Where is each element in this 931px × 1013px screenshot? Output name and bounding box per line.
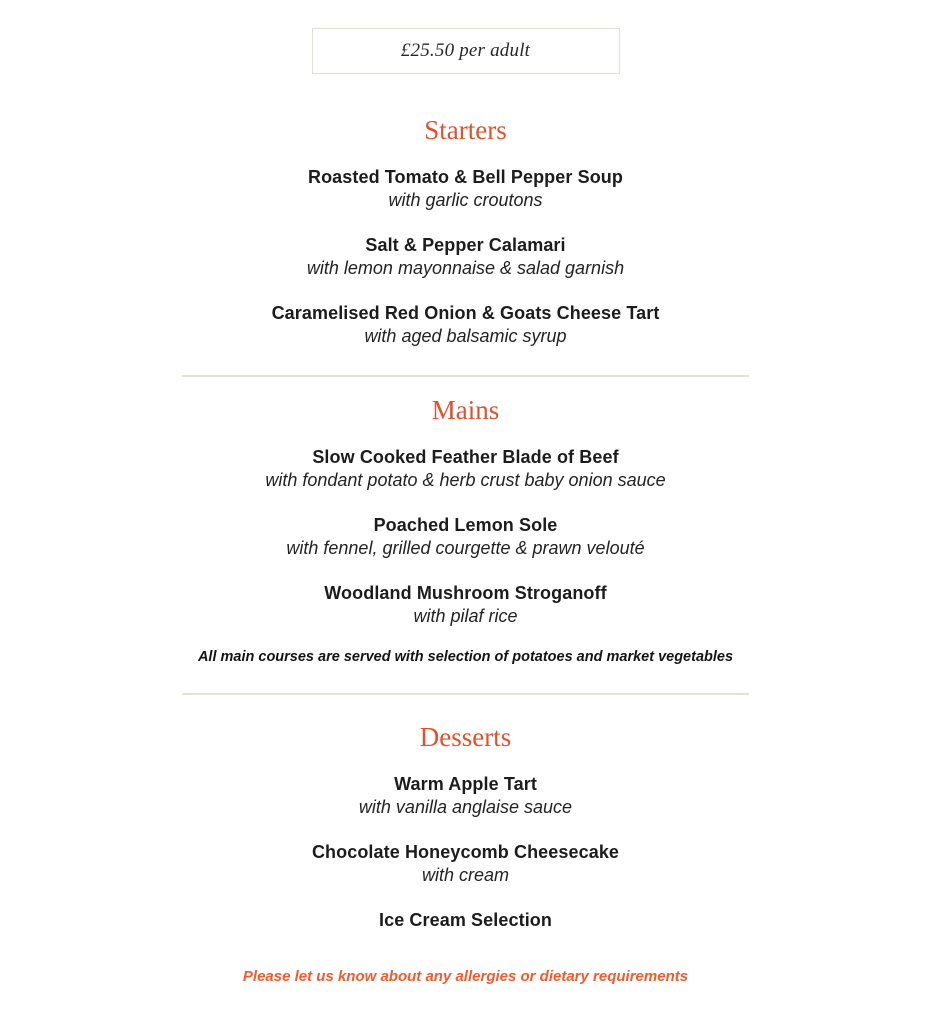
item-desc: with fennel, grilled courgette & prawn velouté — [286, 538, 645, 558]
item-name: Slow Cooked Feather Blade of Beef — [312, 447, 619, 467]
item-desc: with aged balsamic syrup — [364, 326, 567, 346]
menu-item-calamari — [0, 234, 931, 280]
menu-item-apple-tart — [0, 773, 931, 819]
item-name: Roasted Tomato & Bell Pepper Soup — [307, 167, 623, 187]
item-name: Poached Lemon Sole — [373, 515, 558, 535]
menu-item-lemon-sole — [0, 514, 931, 560]
item-name: Woodland Mushroom Stroganoff — [324, 583, 607, 603]
menu-item-ice-cream-selection — [0, 909, 931, 932]
menu-item-goats-cheese-tart — [0, 302, 931, 348]
section-divider — [182, 375, 749, 377]
section-title-desserts: Desserts — [419, 722, 512, 752]
item-desc: with cream — [421, 865, 510, 885]
price-banner — [312, 28, 620, 74]
allergy-note: Please let us know about any allergies or dietary requirements — [242, 968, 689, 985]
menu-item-feather-blade-beef — [0, 446, 931, 492]
section-divider — [182, 693, 749, 695]
price-text: £25.50 per adult — [400, 40, 531, 61]
item-name: Caramelised Red Onion & Goats Cheese Tart — [271, 303, 660, 323]
item-name: Salt & Pepper Calamari — [365, 235, 566, 255]
item-desc: with garlic croutons — [388, 190, 543, 210]
item-desc: with lemon mayonnaise & salad garnish — [306, 258, 625, 278]
item-desc: with fondant potato & herb crust baby onion sauce — [265, 470, 666, 490]
item-name: Chocolate Honeycomb Cheesecake — [311, 842, 620, 862]
item-desc: with vanilla anglaise sauce — [358, 797, 573, 817]
menu-item-tomato-soup — [0, 166, 931, 212]
item-name: Warm Apple Tart — [394, 774, 537, 794]
menu-item-mushroom-stroganoff — [0, 582, 931, 628]
section-title-mains: Mains — [431, 395, 500, 425]
menu-item-honeycomb-cheesecake — [0, 841, 931, 887]
mains-note: All main courses are served with selection of potatoes and market vegetables — [197, 649, 734, 665]
item-name: Ice Cream Selection — [379, 910, 552, 930]
item-desc: with pilaf rice — [413, 606, 518, 626]
section-title-starters: Starters — [424, 115, 507, 145]
